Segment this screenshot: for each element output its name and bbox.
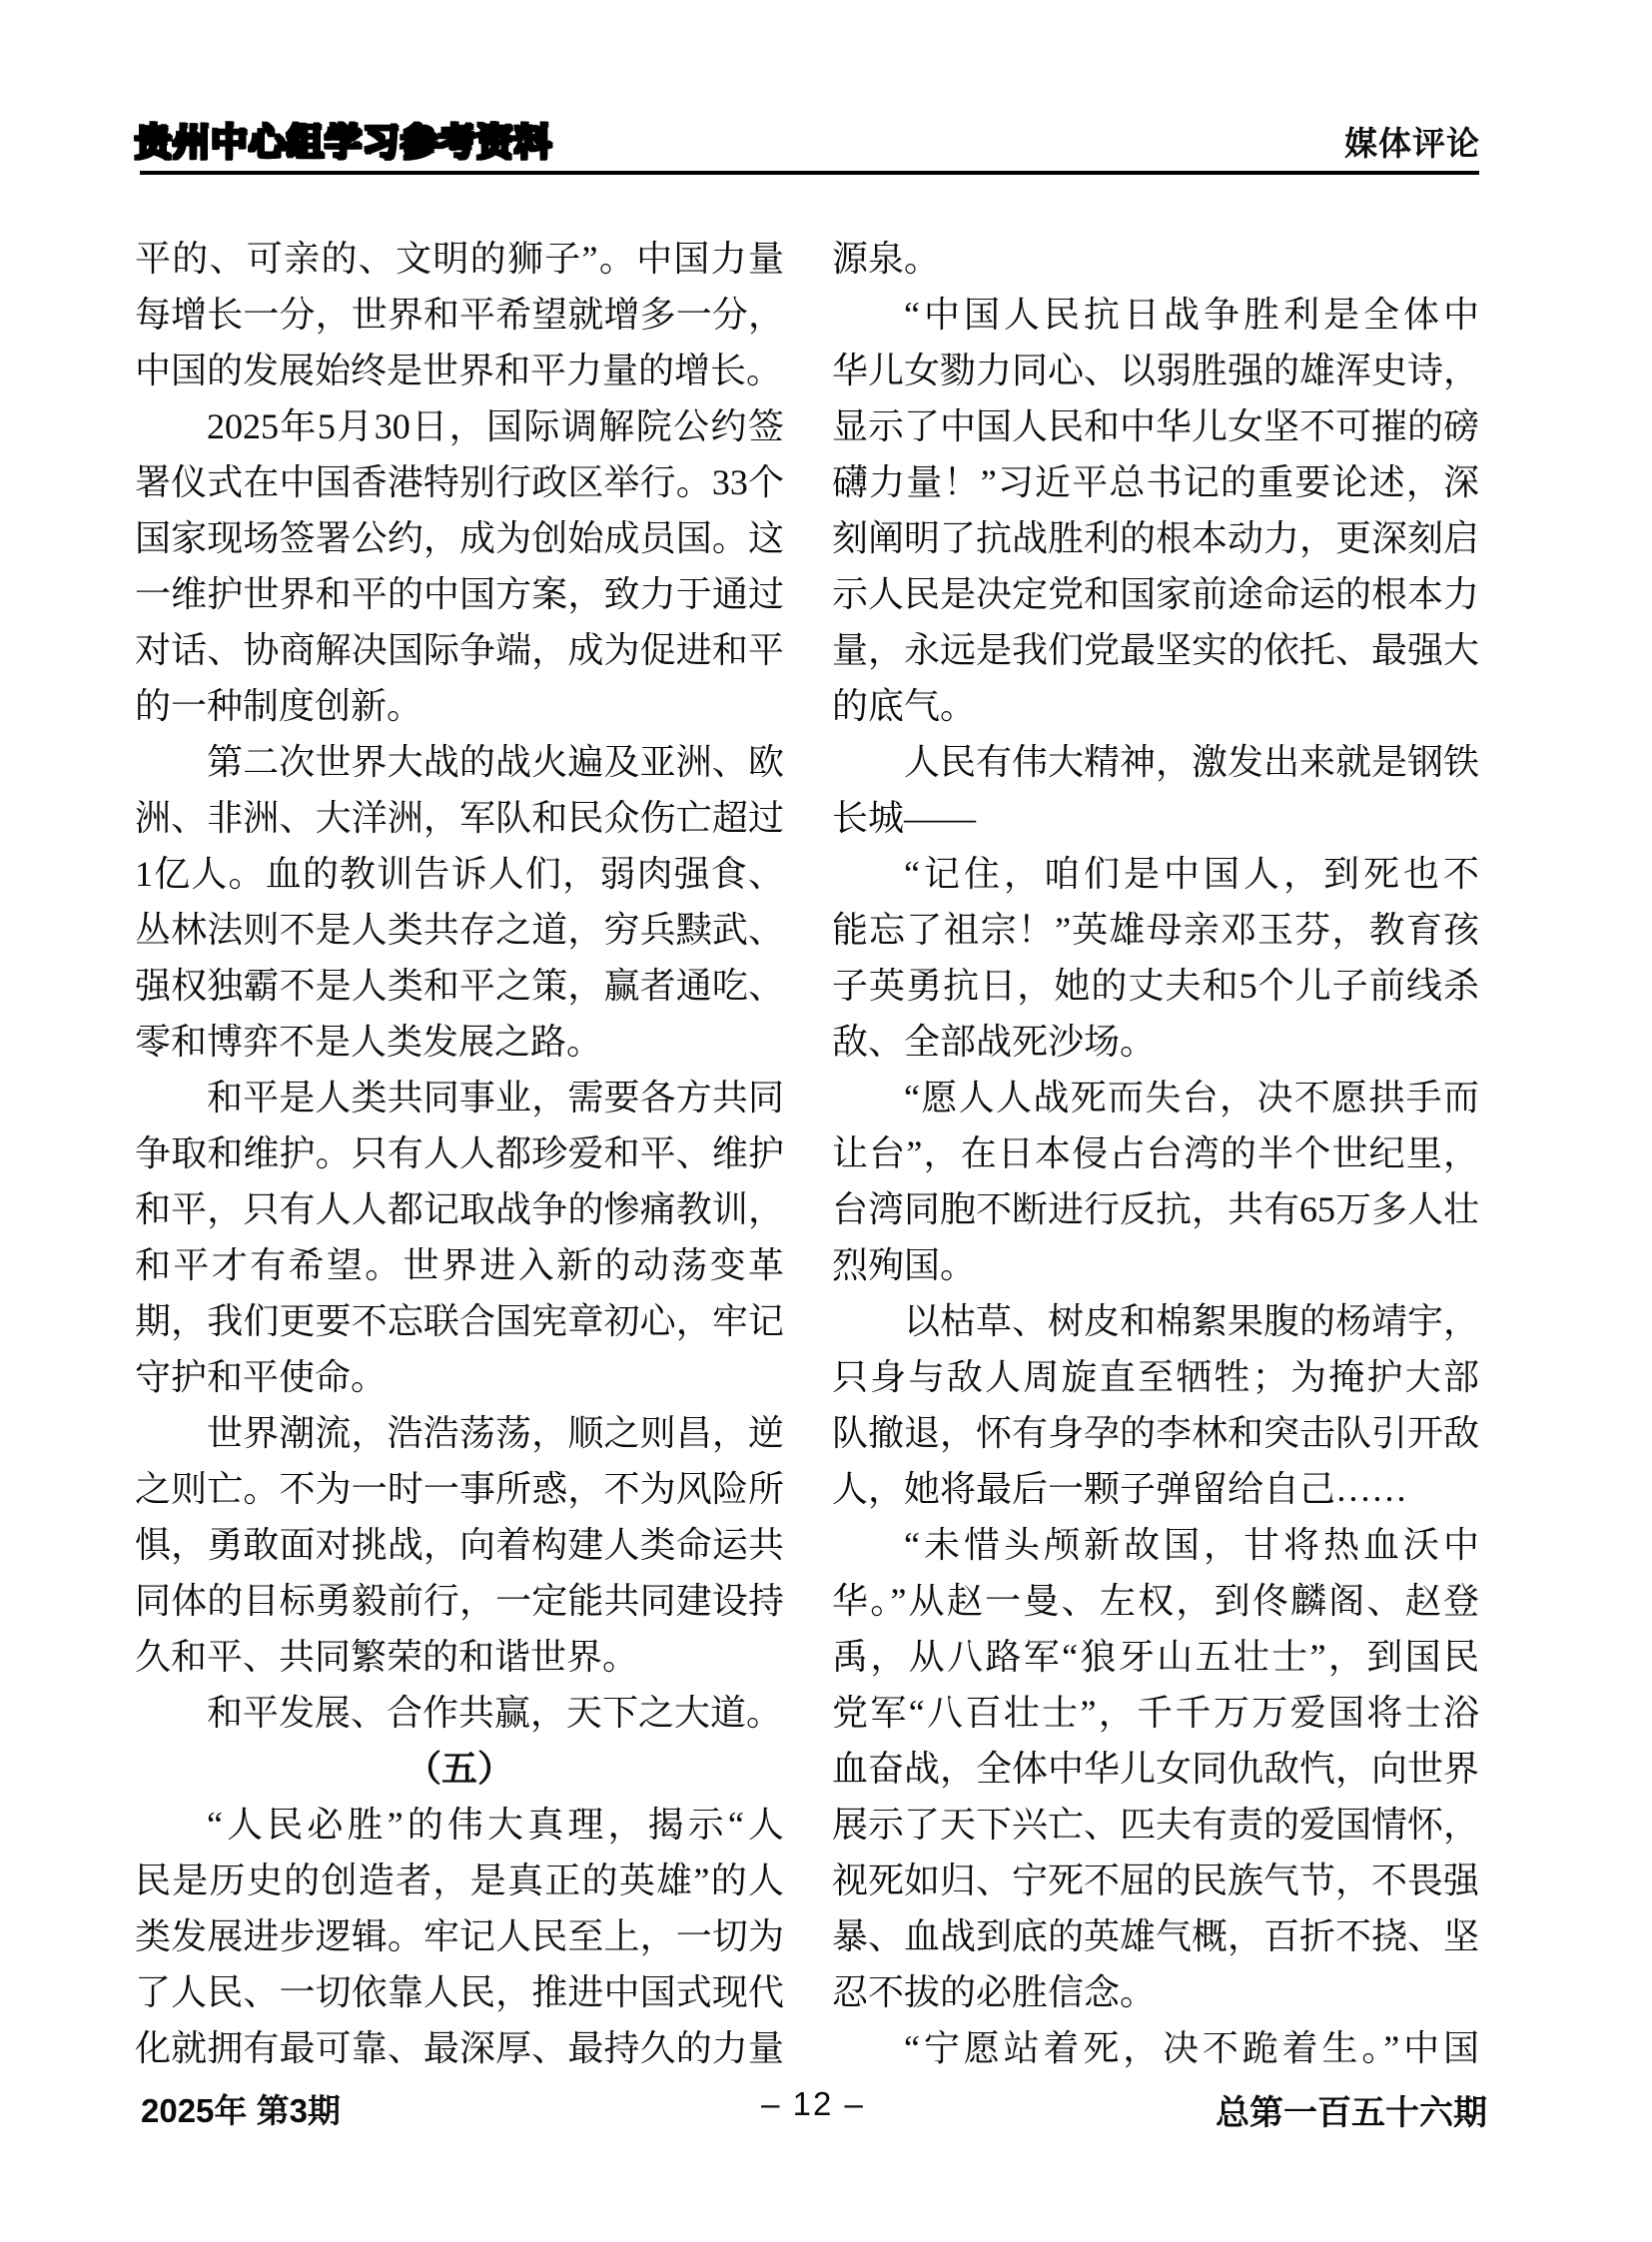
text-line: 和平发展、合作共赢，天下之大道。 xyxy=(207,1693,783,1733)
text-line: 2025年5月30日，国际调解院公约签 xyxy=(207,406,784,446)
text-line: 华儿女勠力同心、以弱胜强的雄浑史诗， xyxy=(832,351,1480,390)
text-line: 和平，只有人人都记取战争的惨痛教训， xyxy=(135,1189,784,1229)
text-line: 对话、协商解决国际争端，成为促进和平 xyxy=(135,630,784,670)
text-line: “宁愿站着死，决不跪着生。”中国 xyxy=(904,2028,1479,2068)
text-line: 让台”，在日本侵占台湾的半个世纪里， xyxy=(832,1133,1479,1173)
text-line: 禹，从八路军“狼牙山五壮士”，到国民 xyxy=(832,1637,1479,1677)
text-line: 刻阐明了抗战胜利的根本动力，更深刻启 xyxy=(832,518,1480,558)
text-line: 每增长一分，世界和平希望就增多一分， xyxy=(135,295,784,335)
text-line: 和平才有希望。世界进入新的动荡变革 xyxy=(135,1245,784,1285)
text-line: 中国的发展始终是世界和平力量的增长。 xyxy=(135,351,783,390)
text-line: 能忘了祖宗！”英雄母亲邓玉芬，教育孩 xyxy=(832,910,1479,950)
text-line: 队撤退，怀有身孕的李林和突击队引开敌 xyxy=(832,1413,1480,1453)
text-line: “愿人人战死而失台，决不愿拱手而 xyxy=(904,1078,1479,1118)
text-line: 党军“八百壮士”，千千万万爱国将士浴 xyxy=(832,1693,1479,1733)
text-line: 惧，勇敢面对挑战，向着构建人类命运共 xyxy=(135,1525,784,1565)
text-line: 署仪式在中国香港特别行政区举行。33个 xyxy=(135,462,784,502)
text-line: 1亿人。血的教训告诉人们，弱肉强食、 xyxy=(135,854,784,894)
text-line: 的一种制度创新。 xyxy=(135,686,423,726)
text-line: 烈殉国。 xyxy=(832,1245,977,1285)
text-line: 期，我们更要不忘联合国宪章初心，牢记 xyxy=(135,1301,784,1341)
text-line: 人民有伟大精神，激发出来就是钢铁 xyxy=(904,742,1480,782)
text-line: “未惜头颅新故国，甘将热血沃中 xyxy=(904,1525,1479,1565)
text-line: 子英勇抗日，她的丈夫和5个儿子前线杀 xyxy=(832,966,1479,1006)
text-line: 国家现场签署公约，成为创始成员国。这 xyxy=(135,518,784,558)
text-line: 人，她将最后一颗子弹留给自己…… xyxy=(832,1469,1408,1509)
text-line: 久和平、共同繁荣的和谐世界。 xyxy=(135,1637,639,1677)
section-label: 媒体评论 xyxy=(1344,125,1480,162)
text-line: 血奋战，全体中华儿女同仇敌忾，向世界 xyxy=(832,1749,1480,1789)
text-line: 华。”从赵一曼、左权，到佟麟阁、赵登 xyxy=(832,1581,1479,1621)
text-line: “人民必胜”的伟大真理，揭示“人 xyxy=(207,1805,784,1845)
page-footer xyxy=(139,2085,1487,2132)
text-line: “记住，咱们是中国人，到死也不 xyxy=(904,854,1479,894)
text-line: 守护和平使命。 xyxy=(135,1357,388,1397)
text-line: 第二次世界大战的战火遍及亚洲、欧 xyxy=(207,742,784,782)
left-column xyxy=(135,231,784,2076)
text-line: 世界潮流，浩浩荡荡，顺之则昌，逆 xyxy=(207,1413,784,1453)
text-line: 洲、非洲、大洋洲，军队和民众伤亡超过 xyxy=(135,798,784,838)
text-line: 礴力量！”习近平总书记的重要论述，深 xyxy=(832,462,1479,502)
text-line: 长城—— xyxy=(832,798,977,838)
text-line: 争取和维护。只有人人都珍爱和平、维护 xyxy=(135,1133,784,1173)
header-rule xyxy=(140,171,1479,175)
text-line: 视死如归、宁死不屈的民族气节，不畏强 xyxy=(832,1861,1480,1900)
text-line: 的底气。 xyxy=(832,686,977,726)
text-line: 显示了中国人民和中华儿女坚不可摧的磅 xyxy=(832,406,1480,446)
text-line: 忍不拔的必胜信念。 xyxy=(832,1972,1157,2012)
text-line: 展示了天下兴亡、匹夫有责的爱国情怀， xyxy=(832,1805,1480,1845)
right-column xyxy=(832,231,1479,2076)
text-line: 只身与敌人周旋直至牺牲；为掩护大部 xyxy=(832,1357,1479,1397)
footer-issue: 2025年 第3期 xyxy=(141,2092,341,2129)
text-line: 源泉。 xyxy=(832,239,941,279)
text-line: 零和博弈不是人类发展之路。 xyxy=(135,1022,603,1062)
footer-page-number: – 12 – xyxy=(761,2085,865,2122)
text-line: “中国人民抗日战争胜利是全体中 xyxy=(904,295,1479,335)
text-line: 平的、可亲的、文明的狮子”。中国力量 xyxy=(135,239,784,279)
text-line: 化就拥有最可靠、最深厚、最持久的力量 xyxy=(135,2028,784,2068)
text-line: 和平是人类共同事业，需要各方共同 xyxy=(207,1078,784,1118)
text-line: 一维护世界和平的中国方案，致力于通过 xyxy=(135,574,784,614)
text-line: 同体的目标勇毅前行，一定能共同建设持 xyxy=(135,1581,784,1621)
text-line: 了人民、一切依靠人民，推进中国式现代 xyxy=(135,1972,784,2012)
text-line: 暴、血战到底的英雄气概，百折不挠、坚 xyxy=(832,1916,1480,1956)
text-line: 民是历史的创造者，是真正的英雄”的人 xyxy=(135,1861,784,1900)
text-line: 类发展进步逻辑。牢记人民至上，一切为 xyxy=(135,1916,784,1956)
text-line: 强权独霸不是人类和平之策，赢者通吃、 xyxy=(135,966,784,1006)
text-line: 之则亡。不为一时一事所惑，不为风险所 xyxy=(135,1469,784,1509)
text-line: 丛林法则不是人类共存之道，穷兵黩武、 xyxy=(135,910,784,950)
journal-title: 贵州中心组学习参考资料 xyxy=(135,122,552,163)
text-line: 台湾同胞不断进行反抗，共有65万多人壮 xyxy=(832,1189,1480,1229)
section-heading: （五） xyxy=(405,1749,513,1789)
text-line: 以枯草、树皮和棉絮果腹的杨靖宇， xyxy=(904,1301,1480,1341)
text-line: 敌、全部战死沙场。 xyxy=(832,1022,1157,1062)
footer-cumulative-issue: 总第一百五十六期 xyxy=(1216,2095,1487,2132)
text-line: 示人民是决定党和国家前途命运的根本力 xyxy=(832,574,1480,614)
text-line: 量，永远是我们党最坚实的依托、最强大 xyxy=(832,630,1480,670)
